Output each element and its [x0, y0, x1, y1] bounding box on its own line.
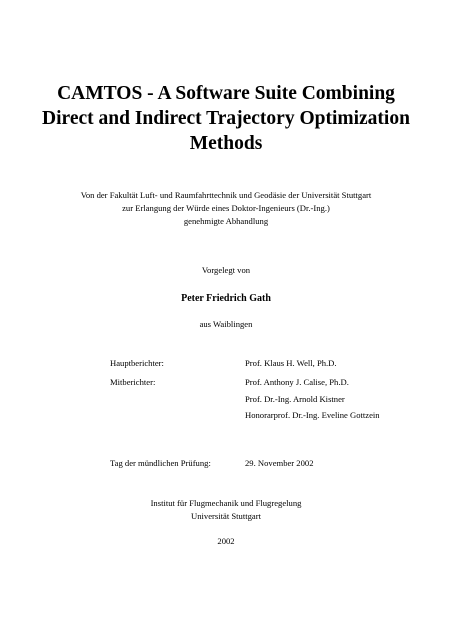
approval-statement: [0, 189, 452, 228]
thesis-title: [20, 81, 432, 156]
title-line-2: Direct and Indirect Trajectory Optimization: [42, 108, 410, 129]
title-line-1: CAMTOS - A Software Suite Combining: [57, 83, 395, 104]
main-referee-name: Prof. Klaus H. Well, Ph.D.: [245, 358, 337, 368]
approval-line-3: genehmigte Abhandlung: [183, 216, 269, 226]
approval-line-2: zur Erlangung der Würde eines Doktor-Ingenieurs (Dr.-Ing.): [122, 203, 330, 213]
title-line-3: Methods: [189, 133, 263, 154]
co-referee-1: Prof. Anthony J. Calise, Ph.D.: [245, 377, 349, 387]
publication-year-text: 2002: [217, 536, 235, 546]
approval-line-1: Von der Fakultät Luft- und Raumfahrttechnik und Geodäsie der Universität Stuttgart: [80, 190, 372, 200]
institution: [0, 497, 452, 523]
exam-date: 29. November 2002: [245, 458, 314, 468]
submitted-by: [0, 264, 452, 277]
author-name-text: Peter Friedrich Gath: [181, 293, 271, 304]
exam-date-label: Tag der mündlichen Prüfung:: [110, 458, 211, 468]
co-referee-3: Honorarprof. Dr.-Ing. Eveline Gottzein: [245, 410, 380, 420]
co-referees-label: Mitberichter:: [110, 377, 156, 387]
author-origin-text: aus Waiblingen: [199, 319, 253, 329]
co-referee-2: Prof. Dr.-Ing. Arnold Kistner: [245, 394, 345, 404]
publication-year: [0, 535, 452, 548]
institution-line-1: Institut für Flugmechanik und Flugregelung: [150, 498, 302, 508]
submitted-by-label: Vorgelegt von: [201, 265, 251, 275]
institution-line-2: Universität Stuttgart: [191, 511, 261, 521]
main-referee-label: Hauptberichter:: [110, 358, 164, 368]
author-origin: [0, 318, 452, 331]
author-name: [0, 292, 452, 305]
